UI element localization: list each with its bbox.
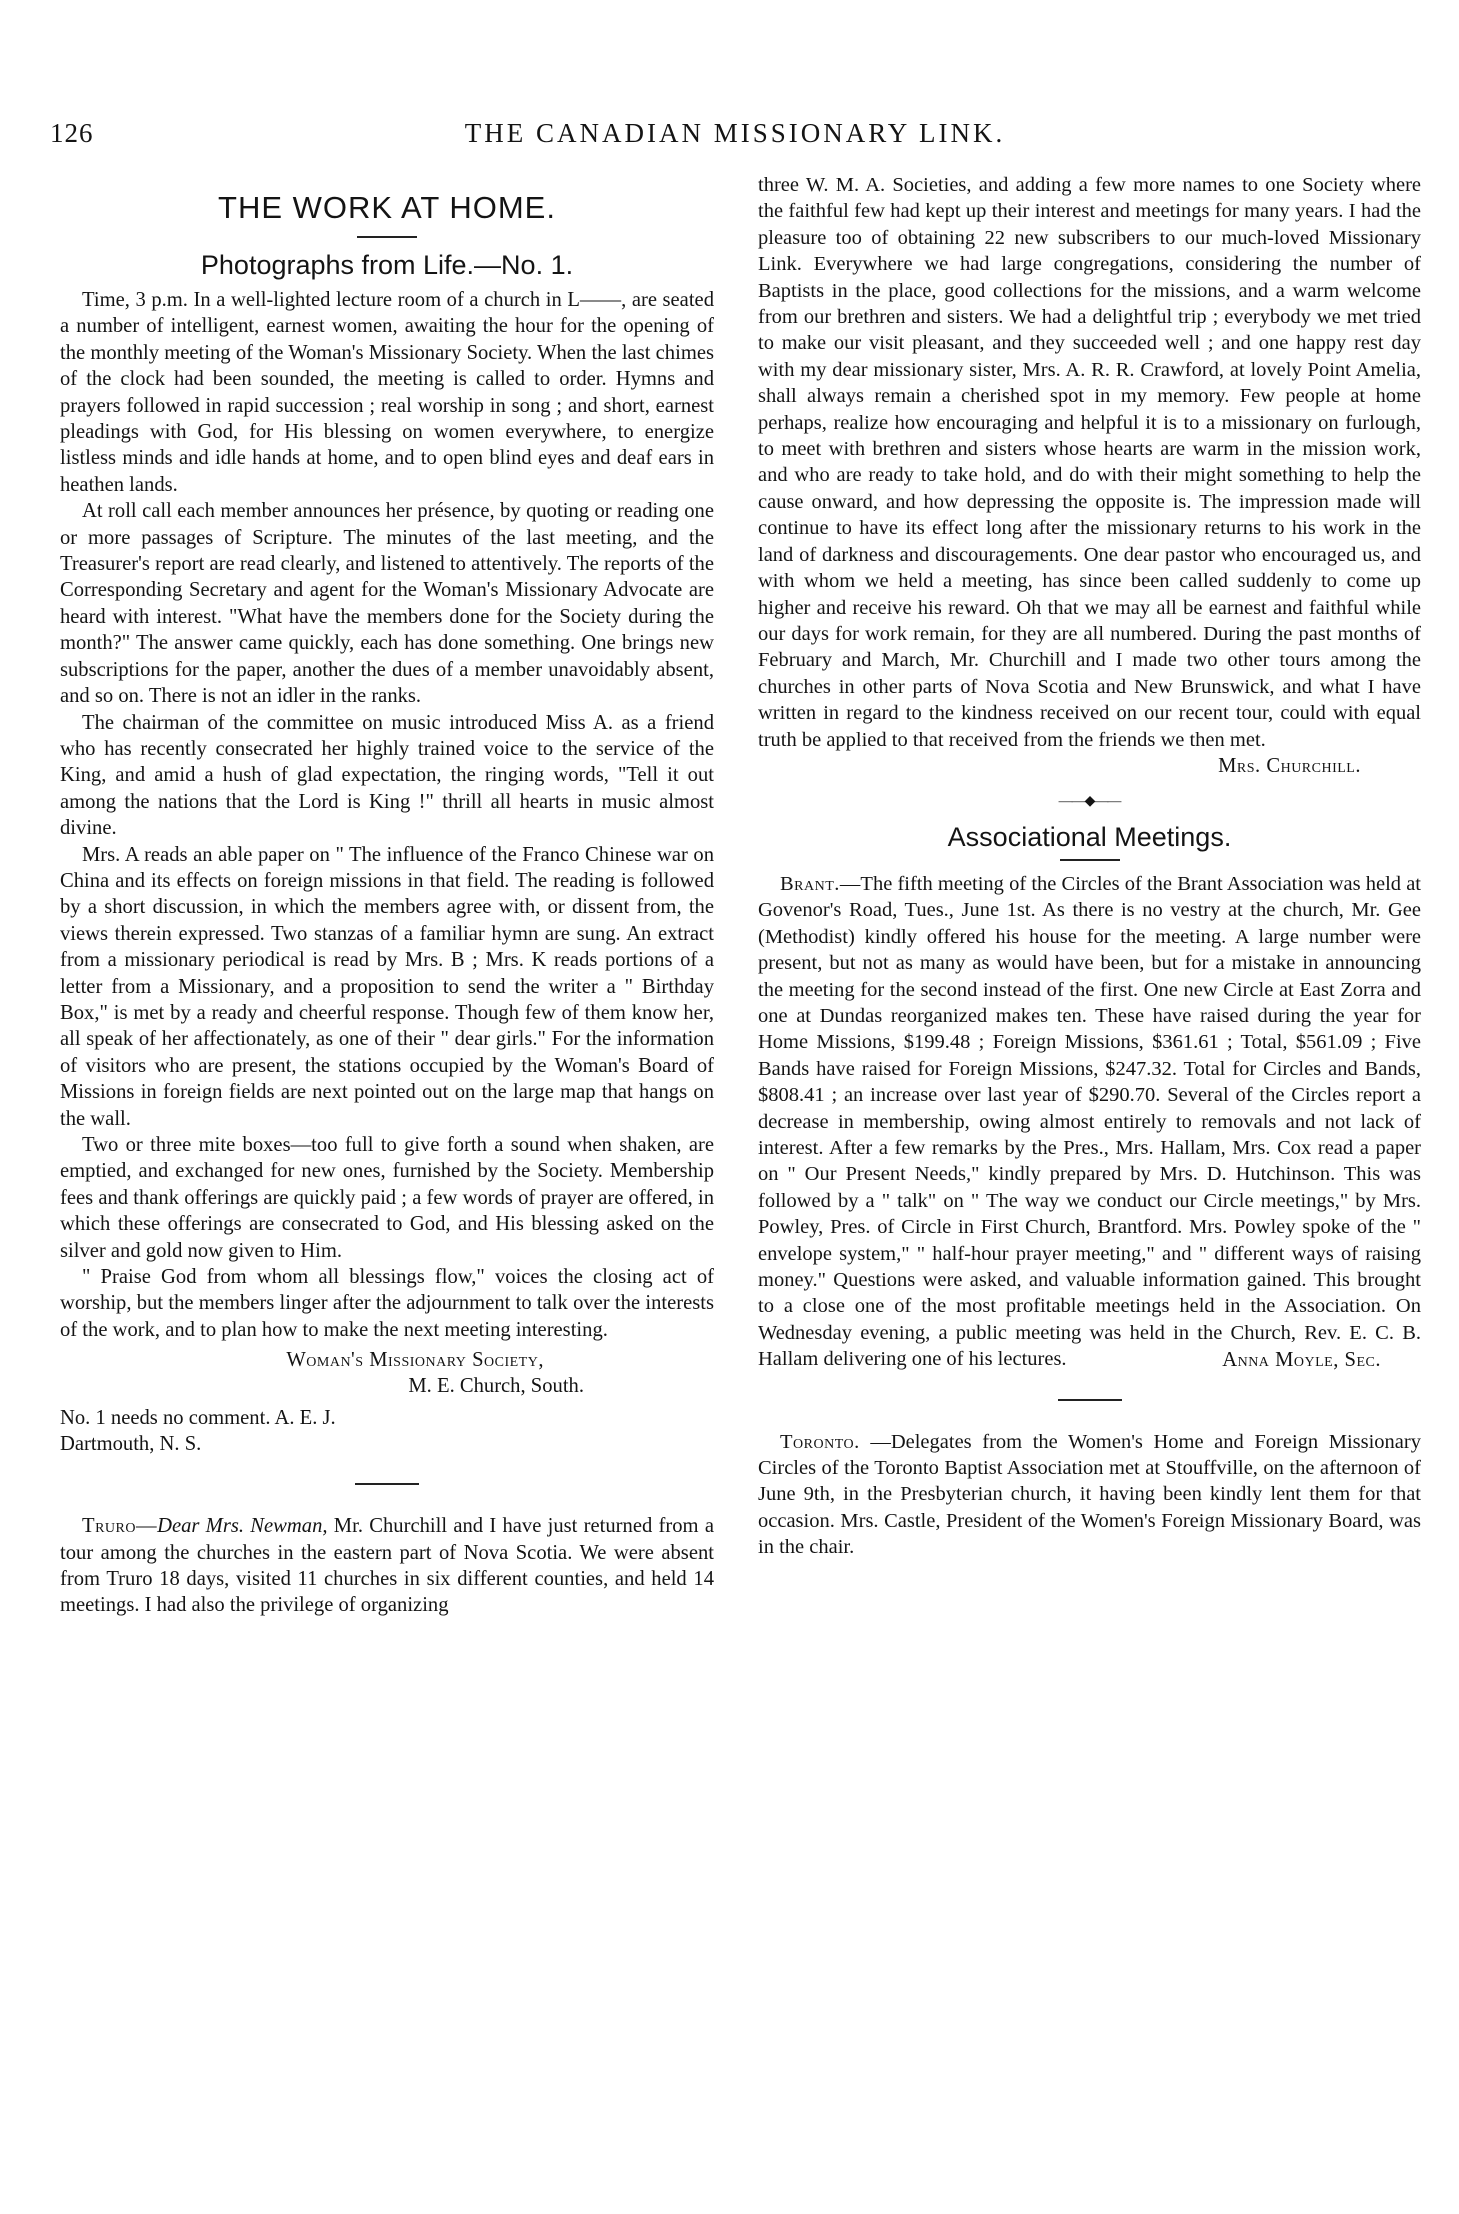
right-column (758, 172, 1421, 1561)
paragraph: At roll call each member announces her présence, by quoting or reading one or more passages of Scripture. The minutes of the last meeting, and the Treasurer's report are read clearly, and listened to attentively. The reports of the Corresponding Secretary and agent for the Woman's Missionary Advocate are heard with interest. "What have the members done for the Society during the month?" The answer came quickly, each has done something. One brings new subscriptions for the paper, another the dues of a member unavoidably absent, and so on. There is not an idler in the ranks. (60, 500, 714, 708)
toronto-text: —Delegates from the Women's Home and Foreign Missionary Circles of the Toronto Baptist Association met at Stouffville, on the afternoon of June 9th, in the Presbyterian church, it having been kindly lent them for that occasion. Mrs. Castle, President of the Women's Foreign Missionary Board, was in the chair. (758, 1430, 1421, 1559)
paragraph: Two or three mite boxes—too full to give forth a sound when shaken, are emptied, and exchanged for new ones, furnished by the Society. Membership fees and thank offerings are quickly paid ; a few words of prayer are offered, in which these offerings are consecrated to God, and His blessing asked on the silver and gold now given to Him. (60, 1134, 714, 1262)
signature-society: Woman's Missionary Society, (286, 1349, 544, 1372)
note-line: No. 1 needs no comment. A. E. J. (60, 1407, 336, 1430)
left-column (60, 172, 714, 1619)
truro-lead: Truro— (82, 1515, 158, 1538)
paragraph: Mrs. A reads an able paper on " The influence of the Franco Chinese war on China and its effects on foreign missions in that field. The reading is followed by a short discussion, in which the members agree with, or dissent from, the views therein expressed. Two stanzas of a familiar hymn are sung. An extract from a missionary periodical is read by Mrs. B ; Mrs. K reads portions of a letter from a Missionary, and a proposition to send the writer a " Birthday Box," is met by a ready and cheerful response. Though few of them know her, all speak of her affectionately, as one of their " dear girls." For the information of visitors who are present, the stations occupied by the Woman's Board of Missions in foreign fields are next pointed out on the large map that hangs on the wall. (60, 843, 714, 1130)
section-title-associational: Associational Meetings. (947, 821, 1232, 852)
brant-text: —The fifth meeting of the Circles of the Brant Association was held at Govenor's Road, Tues., June 1st. As there is no vestry at the church, Mr. Gee (Methodist) kindly offered his house for the meeting. A large number were present, but not as many as would have been, but for a mistake in announcing the meeting for the second instead of the first. One new Circle at East Zorra and one at Dundas reorganized makes ten. These have raised during the year for Home Missions, $199.48 ; Foreign Missions, $361.61 ; Total, $561.09 ; Five Bands have raised for Foreign Missions, $247.32. Total for Circles and Bands, $808.41 ; an increase over last year of $290.70. Several of the Circles report a decrease in membership, owing almost entirely to removals and not lack of interest. After a few remarks by the Pres., Mrs. Hallam, Mrs. Cox read a paper on " Our Present Needs," kindly prepared by Mrs. D. Hutchinson. This was followed by a " talk" on " The way we conduct our Circle meetings," by Mrs. Powley, Pres. of Circle in First Church, Brantford. Mrs. Powley spoke of the " envelope system," " half-hour prayer meeting," and " different ways of raising money." Questions were asked, and valuable information gained. This brought to a close one of the most profitable meetings held in the Association. On Wednesday evening, a public meeting was held in the Church, Rev. E. C. B. Hallam delivering one of his lectures. (758, 872, 1421, 1371)
paragraph: The chairman of the committee on music introduced Miss A. as a friend who has recently consecrated her highly trained voice to the service of the King, and amid a hush of glad expectation, the ringing words, "Tell it out among the nations that the Lord is King !" thrill all hearts in music almost divine. (60, 711, 714, 840)
paragraph: " Praise God from whom all blessings flow," voices the closing act of worship, but the members linger after the adjournment to talk over the interests of the work, and to plan how to make the next meeting interesting. (60, 1266, 714, 1341)
divider (357, 236, 417, 238)
page-header (50, 118, 1420, 158)
truro-letter (60, 1513, 714, 1619)
letter-continuation: three W. M. A. Societies, and adding a few more names to one Society where the faithful few had kept up their interest and meetings for many years. I had the pleasure too of obtaining 22 new subscribers to our much-loved Missionary Link. Everywhere we had large congregations, considering the number of Baptists in the place, good collections for the missions, and a warm welcome from our brethren and sisters. We had a delightful trip ; everybody we met tried to make our visit pleasant, and they succeeded well ; and one happy rest day with my dear missionary sister, Mrs. A. R. R. Crawford, at lovely Point Amelia, shall always remain a cherished spot in my memory. Few people at home perhaps, realize how encouraging and helpful it is to a missionary on furlough, to meet with brethren and sisters whose hearts are warm in the mission work, and who are ready to take hold, and do with their might something to help the cause onward, and how depressing the opposite is. The impression made will continue to have its effect long after the missionary returns to his work in the land of darkness and discouragements. One dear pastor who encouraged us, and with whom we held a meeting, has since been called suddenly to come up higher and receive his reward. Oh that we may all be earnest and faithful while our days for work remain, for they are all numbered. During the past months of February and March, Mr. Churchill and I made two other tours among the churches in other parts of Nova Scotia and New Brunswick, and what I have written in regard to the kindness received on our recent tour, could with equal truth be applied to that received from the friends we then met. (758, 174, 1421, 751)
article-title-photographs: Photographs from Life.—No. 1. (200, 250, 574, 280)
signature-church: M. E. Church, South. (408, 1375, 584, 1398)
truro-text: Mr. Churchill and I have just returned from a tour among the churches in the eastern part of Nova Scotia. We were absent from Truro 18 days, visited 11 churches in six different counties, and held 14 meetings. I had also the privilege of organizing (60, 1515, 714, 1617)
journal-title: THE CANADIAN MISSIONARY LINK. (464, 118, 1006, 148)
ornament-divider: ——◆—— (1058, 793, 1121, 809)
paragraph: Time, 3 p.m. In a well-lighted lecture room of a church in L——, are seated a number of intelligent, earnest women, awaiting the hour for the opening of the monthly meeting of the Woman's Missionary Society. When the last chimes of the clock had been sounded, the meeting is called to order. Hymns and prayers followed in rapid succession ; real worship in song ; and short, earnest pleadings with God, for His blessing on women everywhere, to energize listless minds and idle hands at home, and to open blind eyes and deaf ears in heathen lands. (60, 289, 714, 496)
toronto-lead: Toronto. (780, 1430, 860, 1453)
toronto-report (758, 1429, 1421, 1561)
divider (1058, 1399, 1122, 1401)
divider (355, 1483, 419, 1485)
signature-churchill: Mrs. Churchill. (1218, 754, 1361, 777)
signature-moyle: Anna Moyle, Sec. (1222, 1348, 1381, 1371)
divider (1060, 859, 1120, 861)
section-title-work-at-home: THE WORK AT HOME. (218, 190, 556, 225)
brant-report (758, 871, 1421, 1373)
truro-salutation: Dear Mrs. Newman, (157, 1515, 328, 1538)
page-number: 126 (50, 118, 94, 148)
brant-lead: Brant. (780, 872, 840, 895)
note-place: Dartmouth, N. S. (60, 1433, 202, 1456)
